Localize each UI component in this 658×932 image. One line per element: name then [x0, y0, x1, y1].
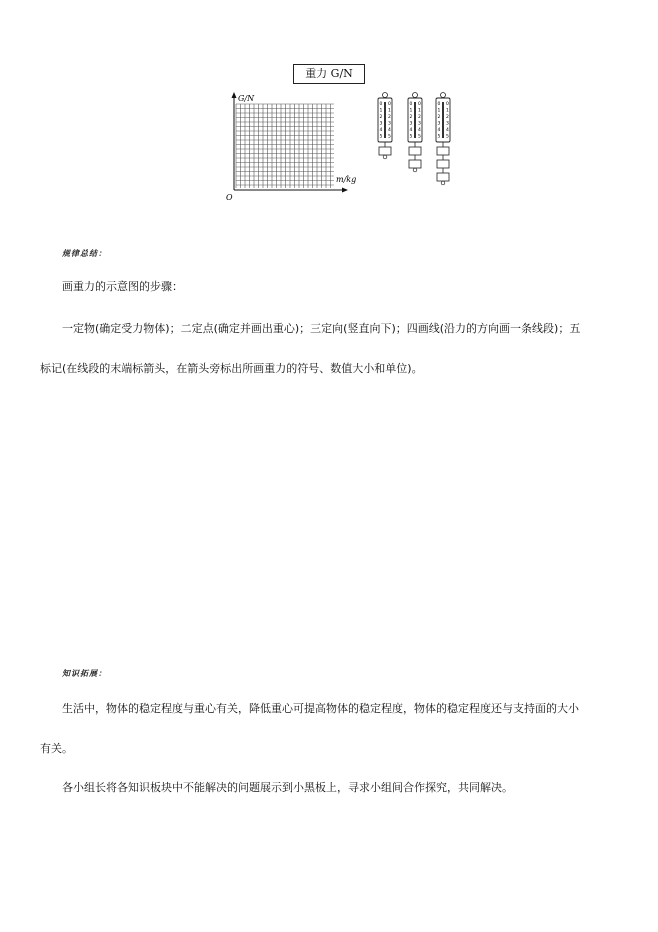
- gravity-table-header: 重力 G/N: [293, 64, 365, 84]
- x-axis-label: m/kg: [336, 175, 357, 184]
- scale-tick-label: 1: [418, 108, 421, 114]
- scale-tick-label: 5: [388, 134, 391, 140]
- scale-tick-label: 2: [379, 115, 383, 120]
- scale-tick-label: 2: [446, 115, 449, 120]
- scale-indicator: [414, 102, 416, 138]
- scale-tick-label: 5: [446, 134, 449, 140]
- scale-tick-label: 3: [409, 121, 413, 127]
- scale-tick-label: 3: [379, 121, 383, 127]
- spring-scale-3: [436, 93, 450, 185]
- scale-tick-label: 4: [437, 128, 441, 133]
- scale-tick-label: 1: [388, 108, 391, 114]
- scale-tick-label: 3: [446, 121, 449, 127]
- extension-line-3: 各小组长将各知识板块中不能解决的问题展示到小黑板上，寻求小组间合作探究，共同解决。: [62, 781, 513, 794]
- scale-tick-label: 0: [388, 102, 391, 107]
- summary-line-1: 一定物(确定受力物体)；二定点(确定并画出重心)；三定向(竖直向下)；四画线(沿力的方向画一条线段)；五: [62, 322, 581, 335]
- hanging-weight: [437, 147, 449, 155]
- scale-tick-label: 0: [446, 102, 449, 107]
- scale-tick-label: 3: [388, 121, 391, 127]
- spring-scales: [378, 93, 450, 185]
- hanging-weight: [409, 160, 421, 168]
- scale-tick-label: 0: [379, 102, 383, 107]
- coordinate-graph: [226, 92, 356, 202]
- scale-indicator: [442, 102, 444, 138]
- scale-tick-label: 1: [379, 108, 383, 114]
- scale-ring: [441, 93, 446, 98]
- hanging-weight: [437, 173, 449, 181]
- scale-tick-label: 2: [409, 115, 413, 120]
- scale-tick-label: 2: [388, 115, 391, 120]
- scale-tick-label: 1: [446, 108, 449, 114]
- extension-line-2: 有关。: [40, 742, 73, 755]
- summary-intro: 画重力的示意图的步骤：: [62, 280, 183, 293]
- spring-scale-1: [378, 93, 392, 159]
- scale-tick-label: 3: [418, 121, 421, 127]
- scale-tick-label: 2: [418, 115, 421, 120]
- scale-tick-label: 0: [409, 102, 413, 107]
- origin-label: O: [226, 193, 233, 202]
- scale-tick-label: 1: [437, 108, 441, 114]
- scale-indicator: [384, 102, 386, 138]
- spring-scale-2: [408, 93, 422, 172]
- scale-ring: [413, 93, 418, 98]
- extension-line-1: 生活中，物体的稳定程度与重心有关，降低重心可提高物体的稳定程度，物体的稳定程度还与支持面的大小: [62, 702, 579, 715]
- scale-tick-label: 5: [379, 134, 383, 140]
- scale-tick-label: 5: [409, 134, 413, 140]
- scale-tick-label: 2: [437, 115, 441, 120]
- scale-tick-label: 4: [409, 128, 413, 133]
- summary-line-2: 标记(在线段的末端标箭头，在箭头旁标出所画重力的符号、数值大小和单位)。: [40, 362, 423, 375]
- y-axis-label: G/N: [238, 94, 255, 103]
- scale-tick-label: 4: [388, 128, 391, 133]
- graph-and-spring-scales-figure: [222, 90, 462, 202]
- hanging-weight: [379, 147, 391, 155]
- scale-ring: [383, 93, 388, 98]
- hanging-weight: [437, 160, 449, 168]
- scale-tick-label: 5: [437, 134, 441, 140]
- bottom-hook: [441, 181, 445, 185]
- scale-tick-label: 4: [418, 128, 421, 133]
- bottom-hook: [413, 168, 417, 172]
- bottom-hook: [383, 155, 387, 159]
- scale-tick-label: 1: [409, 108, 413, 114]
- extension-heading: 知识拓展：: [62, 668, 107, 678]
- scale-tick-label: 0: [418, 102, 421, 107]
- scale-tick-label: 5: [418, 134, 421, 140]
- summary-heading: 规律总结：: [62, 248, 107, 258]
- scale-tick-label: 0: [437, 102, 441, 107]
- scale-tick-label: 3: [437, 121, 441, 127]
- scale-tick-label: 4: [446, 128, 449, 133]
- scale-tick-label: 4: [379, 128, 383, 133]
- hanging-weight: [409, 147, 421, 155]
